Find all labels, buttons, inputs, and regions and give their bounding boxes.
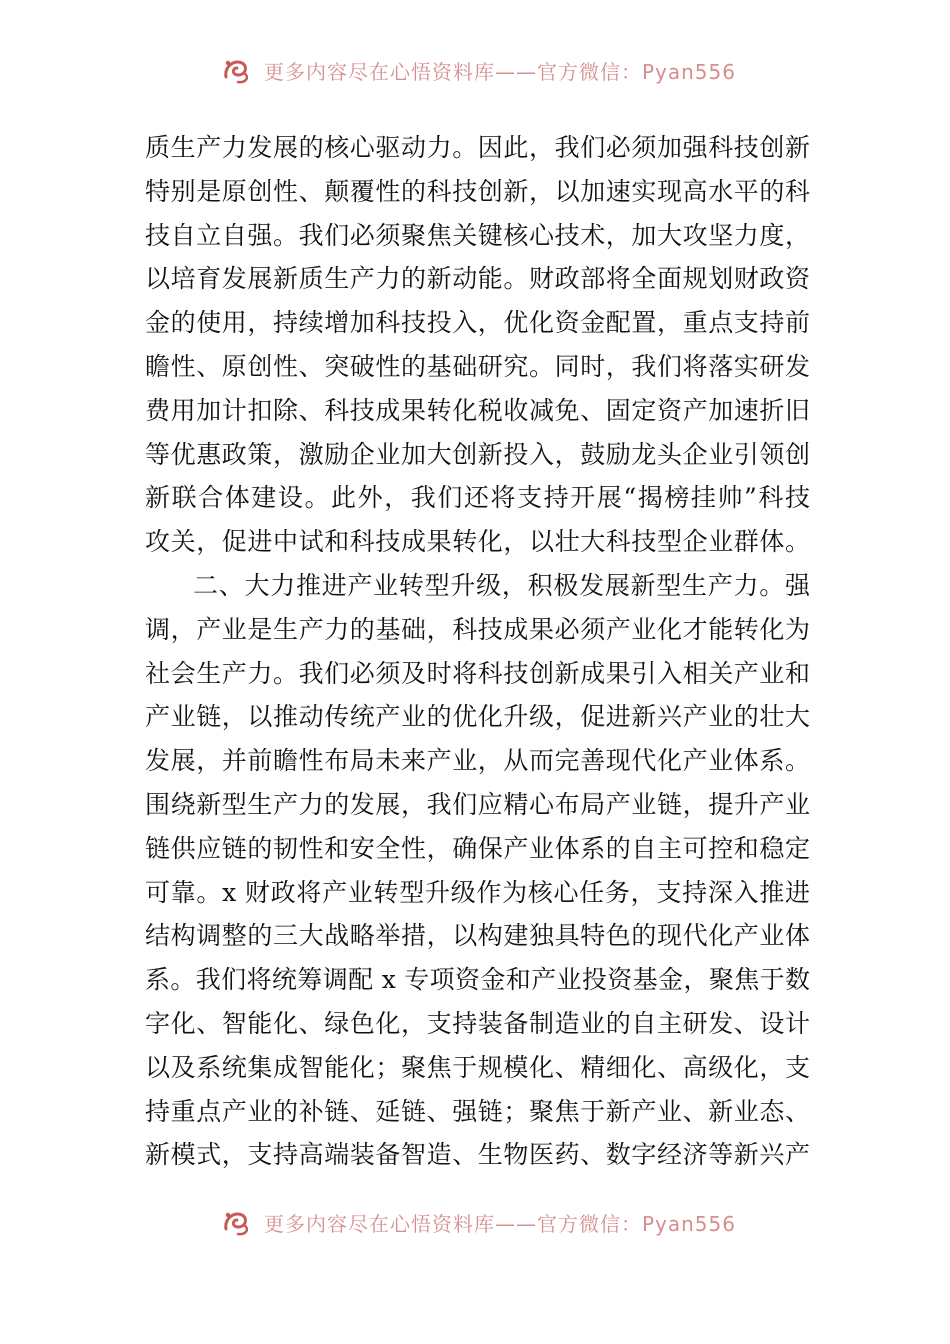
body-line: 调，产业是生产力的基础，科技成果必须产业化才能转化为 <box>145 614 810 644</box>
document-body <box>145 126 810 1177</box>
body-line: 社会生产力。我们必须及时将科技创新成果引入相关产业和 <box>145 658 810 688</box>
swirl-logo-icon <box>220 1207 254 1237</box>
body-line: 结构调整的三大战略举措，以构建独具特色的现代化产业体 <box>145 921 810 951</box>
body-line: 以及系统集成智能化；聚焦于规模化、精细化、高级化，支 <box>145 1052 810 1082</box>
body-line: 攻关，促进中试和科技成果转化，以壮大科技型企业群体。 <box>145 527 810 557</box>
body-line: 发展，并前瞻性布局未来产业，从而完善现代化产业体系。 <box>145 746 810 776</box>
swirl-logo-icon <box>220 55 254 85</box>
watermark <box>220 55 736 85</box>
body-line: 质生产力发展的核心驱动力。因此，我们必须加强科技创新 <box>145 133 810 162</box>
body-line: 系。我们将统筹调配 x 专项资金和产业投资基金，聚焦于数 <box>145 965 810 995</box>
body-line: 金的使用，持续增加科技投入，优化资金配置，重点支持前 <box>145 308 810 338</box>
body-line: 新模式，支持高端装备智造、生物医药、数字经济等新兴产 <box>145 1140 810 1170</box>
body-line: 特别是原创性、颠覆性的科技创新，以加速实现高水平的科 <box>145 176 810 206</box>
page-header-watermark <box>0 50 950 90</box>
watermark-text: 更多内容尽在心悟资料库——官方微信：Pyan556 <box>263 59 736 84</box>
body-line: 围绕新型生产力的发展，我们应精心布局产业链，提升产业 <box>145 789 810 819</box>
body-line: 技自立自强。我们必须聚焦关键核心技术，加大攻坚力度， <box>145 220 810 250</box>
body-line: 费用加计扣除、科技成果转化税收减免、固定资产加速折旧 <box>145 395 810 425</box>
body-line: 等优惠政策，激励企业加大创新投入，鼓励龙头企业引领创 <box>145 439 810 469</box>
body-line: 以培育发展新质生产力的新动能。财政部将全面规划财政资 <box>145 264 810 294</box>
body-line: 字化、智能化、绿色化，支持装备制造业的自主研发、设计 <box>145 1008 810 1038</box>
body-line: 持重点产业的补链、延链、强链；聚焦于新产业、新业态、 <box>145 1096 810 1126</box>
section-heading-line: 二、大力推进产业转型升级，积极发展新型生产力。强 <box>193 570 810 600</box>
watermark-text: 更多内容尽在心悟资料库——官方微信：Pyan556 <box>263 1211 736 1236</box>
body-line: 新联合体建设。此外，我们还将支持开展“揭榜挂帅”科技 <box>145 483 810 513</box>
body-line: 瞻性、原创性、突破性的基础研究。同时，我们将落实研发 <box>145 351 810 381</box>
body-line: 可靠。x 财政将产业转型升级作为核心任务，支持深入推进 <box>145 877 810 907</box>
body-line: 产业链，以推动传统产业的优化升级，促进新兴产业的壮大 <box>145 702 810 732</box>
body-line: 链供应链的韧性和安全性，确保产业体系的自主可控和稳定 <box>145 833 810 863</box>
watermark <box>220 1207 736 1237</box>
page-footer-watermark <box>0 1202 950 1242</box>
